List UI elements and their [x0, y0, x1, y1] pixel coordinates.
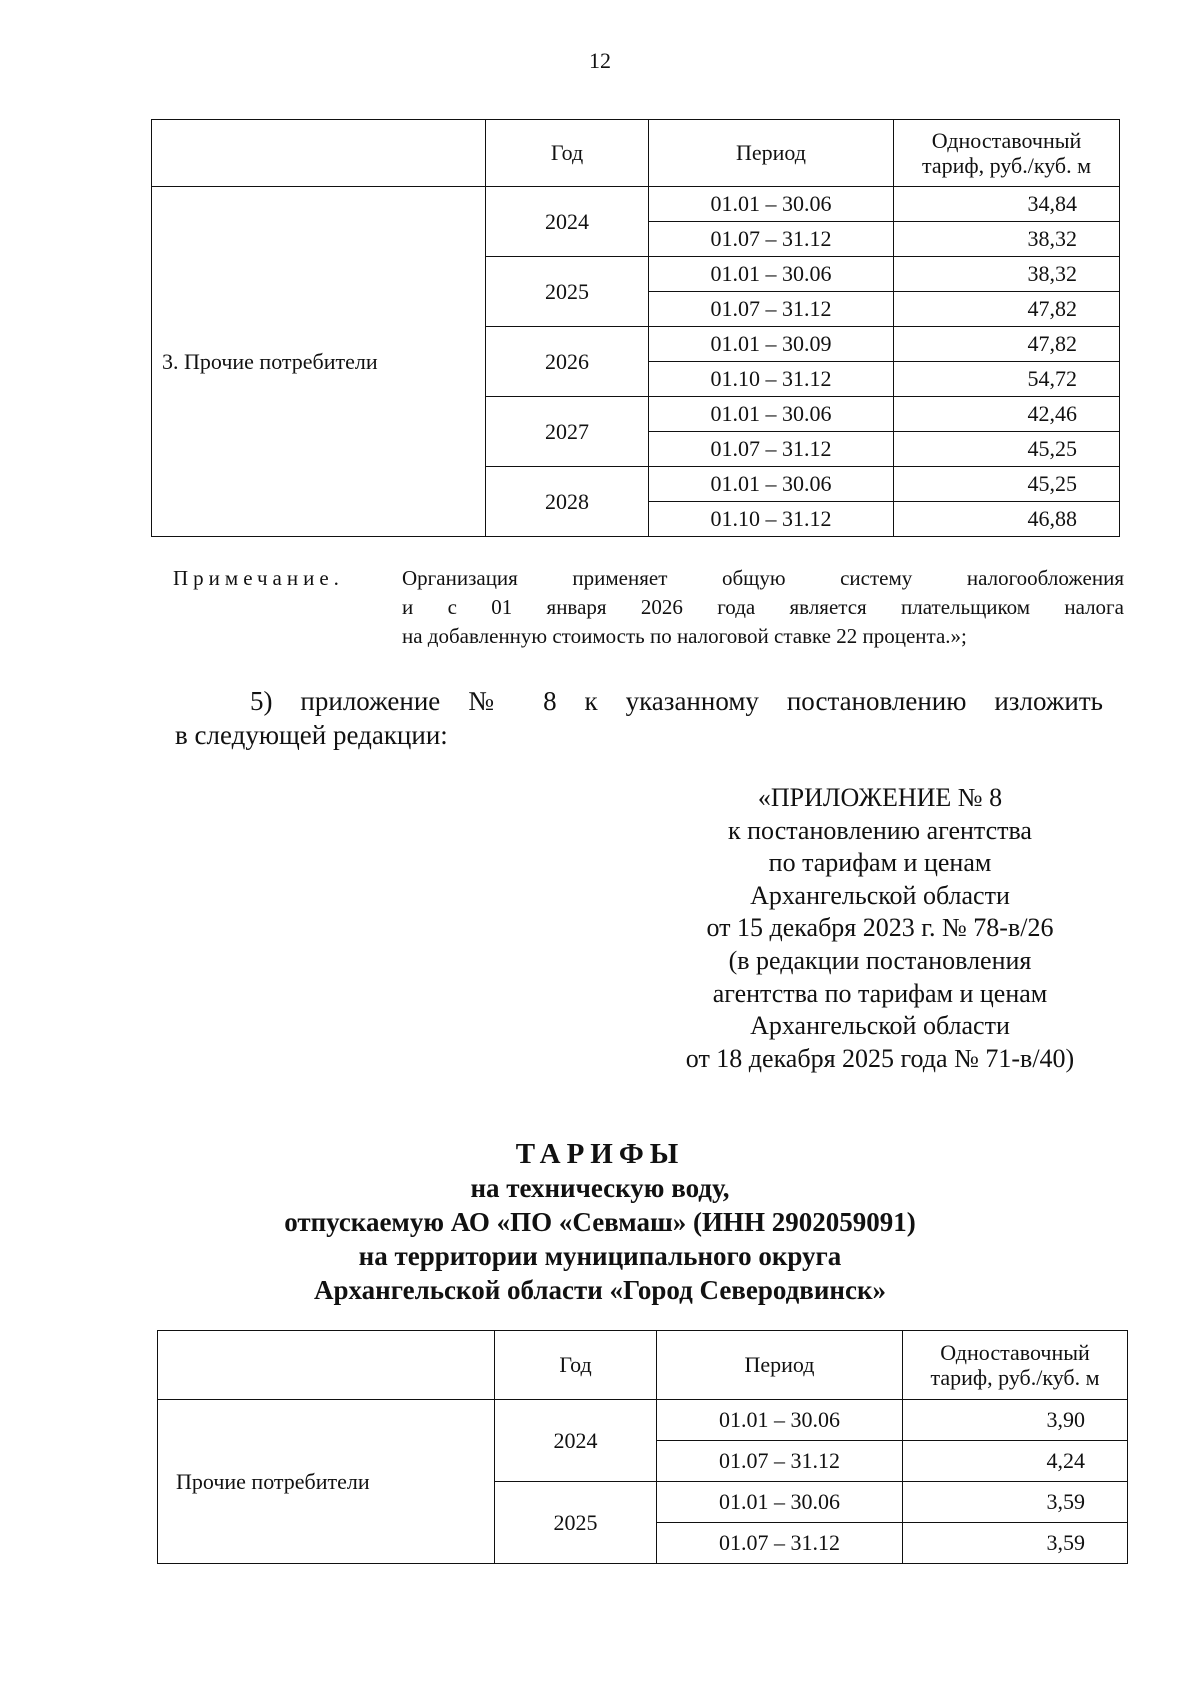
appendix-line: агентства по тарифам и ценам: [712, 978, 1048, 1008]
consumer-cell: 3. Прочие потребители: [152, 187, 486, 537]
appendix-line: (в редакции постановления: [728, 945, 1032, 975]
period-cell: 01.01 – 30.06: [649, 187, 894, 222]
header-consumer: [158, 1331, 495, 1400]
period-cell: 01.10 – 31.12: [649, 502, 894, 537]
tariff-table-2: [157, 1330, 1128, 1564]
tariff-cell: 38,32: [894, 257, 1120, 292]
year-cell: 2028: [486, 467, 649, 537]
tariff-cell: 42,46: [894, 397, 1120, 432]
header-period: Период: [649, 120, 894, 187]
paragraph-line: 5) приложение № 8 к указанному постановлению изложить: [250, 686, 1103, 716]
year-cell: 2024: [486, 187, 649, 257]
header-tariff-line1: Одноставочный: [940, 1339, 1090, 1365]
period-cell: 01.01 – 30.06: [657, 1482, 903, 1523]
tariff-cell: 34,84: [894, 187, 1120, 222]
note-line: и с 01 января 2026 года является плательщиком налога: [402, 595, 1124, 619]
tariff-cell: 38,32: [894, 222, 1120, 257]
header-tariff: [894, 120, 1120, 187]
appendix-header: [600, 782, 1160, 1075]
title-heading: ТАРИФЫ: [515, 1138, 685, 1170]
period-cell: 01.07 – 31.12: [649, 292, 894, 327]
tariff-table-1: [151, 119, 1120, 537]
title-line: Архангельской области «Город Северодвинск»: [313, 1275, 886, 1305]
period-cell: 01.01 – 30.06: [649, 257, 894, 292]
tariff-cell: 3,90: [903, 1400, 1128, 1441]
header-tariff-line2: тариф, руб./куб. м: [930, 1365, 1100, 1390]
period-cell: 01.07 – 31.12: [649, 222, 894, 257]
tariff-cell: 4,24: [903, 1441, 1128, 1482]
appendix-line: «ПРИЛОЖЕНИЕ № 8: [757, 783, 1003, 812]
header-tariff: [903, 1331, 1128, 1400]
table-row: [152, 187, 1120, 222]
note-line: Организация применяет общую систему налогообложения: [402, 566, 1124, 590]
note-line: на добавленную стоимость по налоговой ставке 22 процента.»;: [402, 624, 967, 648]
period-cell: 01.10 – 31.12: [649, 362, 894, 397]
year-cell: 2024: [495, 1400, 657, 1482]
appendix-line: Архангельской области: [750, 880, 1010, 910]
period-cell: 01.07 – 31.12: [657, 1441, 903, 1482]
title-line: отпускаемую АО «ПО «Севмаш» (ИНН 2902059091): [284, 1207, 916, 1237]
header-period: Период: [657, 1331, 903, 1400]
note-text: [402, 564, 1124, 651]
appendix-line: от 15 декабря 2023 г. № 78-в/26: [706, 913, 1054, 943]
tariff-cell: 54,72: [894, 362, 1120, 397]
page-number: 12: [589, 48, 611, 73]
header-tariff-line2: тариф, руб./куб. м: [921, 153, 1092, 178]
tariff-cell: 3,59: [903, 1523, 1128, 1564]
period-cell: 01.01 – 30.06: [649, 397, 894, 432]
appendix-line: Архангельской области: [750, 1011, 1010, 1041]
table-row: [158, 1400, 1128, 1441]
note-label: Примечание.: [173, 566, 344, 590]
title-line: на техническую воду,: [470, 1173, 730, 1203]
year-cell: 2026: [486, 327, 649, 397]
tariff-cell: 45,25: [894, 467, 1120, 502]
tariff-cell: 47,82: [894, 327, 1120, 362]
appendix-line: к постановлению агентства: [728, 815, 1032, 845]
document-title: [0, 1137, 1200, 1307]
year-cell: 2025: [495, 1482, 657, 1564]
table-header-row: [158, 1331, 1128, 1400]
appendix-line: по тарифам и ценам: [768, 848, 992, 878]
header-year: Год: [486, 120, 649, 187]
year-cell: 2027: [486, 397, 649, 467]
consumer-cell: Прочие потребители: [158, 1400, 495, 1564]
period-cell: 01.01 – 30.06: [657, 1400, 903, 1441]
header-tariff-line1: Одноставочный: [931, 127, 1082, 153]
period-cell: 01.07 – 31.12: [657, 1523, 903, 1564]
period-cell: 01.01 – 30.09: [649, 327, 894, 362]
table-header-row: [152, 120, 1120, 187]
period-cell: 01.07 – 31.12: [649, 432, 894, 467]
title-line: на территории муниципального округа: [358, 1241, 842, 1271]
amendment-paragraph: [175, 684, 1103, 752]
appendix-line: от 18 декабря 2025 года № 71-в/40): [685, 1043, 1075, 1073]
year-cell: 2025: [486, 257, 649, 327]
tariff-cell: 45,25: [894, 432, 1120, 467]
header-year: Год: [495, 1331, 657, 1400]
tariff-cell: 47,82: [894, 292, 1120, 327]
tariff-cell: 3,59: [903, 1482, 1128, 1523]
header-consumer: [152, 120, 486, 187]
tariff-cell: 46,88: [894, 502, 1120, 537]
period-cell: 01.01 – 30.06: [649, 467, 894, 502]
paragraph-line: в следующей редакции:: [175, 720, 448, 750]
